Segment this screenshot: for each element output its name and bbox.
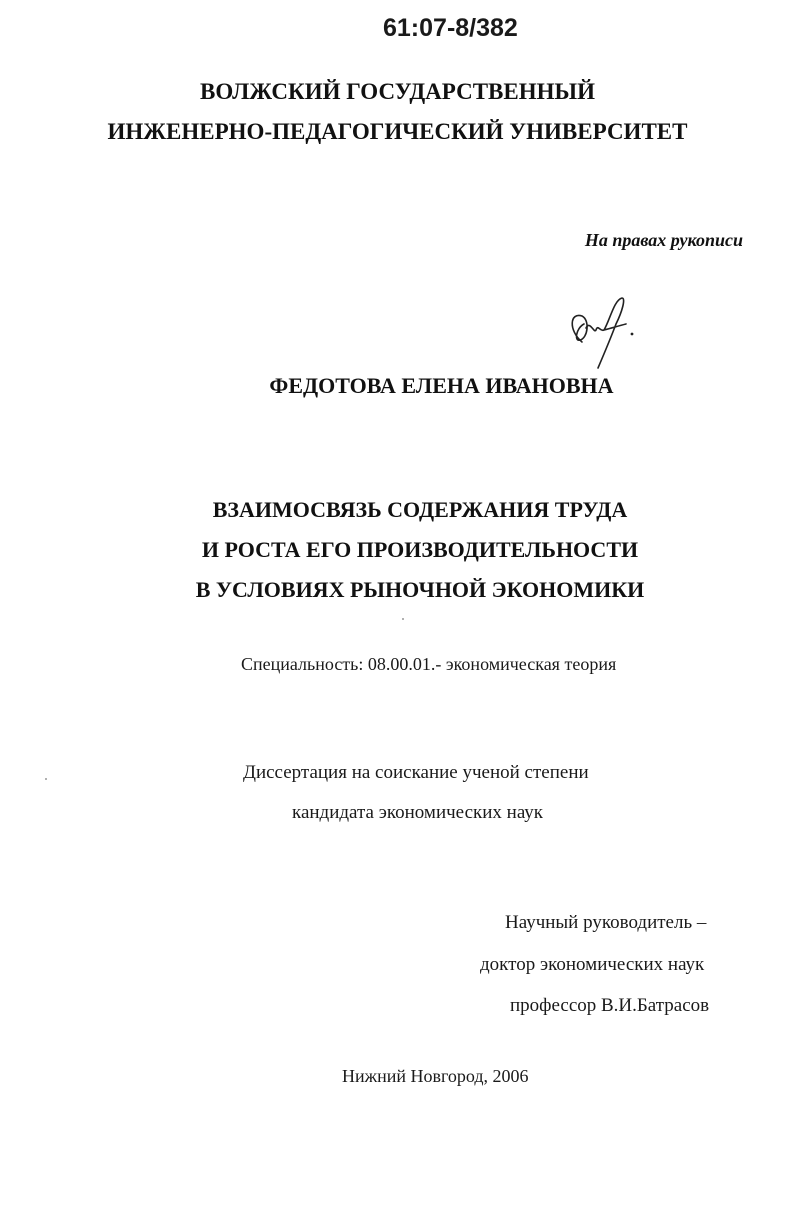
supervisor-line1: Научный руководитель –	[505, 912, 707, 933]
catalog-number: 61:07-8/382	[383, 14, 518, 42]
supervisor-line2: доктор экономических наук	[480, 954, 705, 975]
scan-speck	[45, 778, 47, 780]
scan-speck	[402, 618, 404, 620]
university-name-line1: ВОЛЖСКИЙ ГОСУДАРСТВЕННЫЙ	[200, 79, 595, 104]
supervisor-line3: профессор В.И.Батрасов	[510, 995, 710, 1016]
author-signature	[560, 290, 640, 372]
manuscript-rights-label: На правах рукописи	[584, 230, 743, 250]
specialty-line: Специальность: 08.00.01.- экономическая теория	[241, 654, 617, 674]
author-name: ФЕДОТОВА ЕЛЕНА ИВАНОВНА	[269, 373, 614, 398]
university-name-line2: ИНЖЕНЕРНО-ПЕДАГОГИЧЕСКИЙ УНИВЕРСИТЕТ	[107, 119, 688, 144]
thesis-title-line1: ВЗАИМОСВЯЗЬ СОДЕРЖАНИЯ ТРУДА	[212, 497, 628, 522]
thesis-title-line3: В УСЛОВИЯХ РЫНОЧНОЙ ЭКОНОМИКИ	[195, 577, 645, 602]
dissertation-line2: кандидата экономических наук	[292, 802, 544, 823]
dissertation-line1: Диссертация на соискание ученой степени	[243, 762, 589, 783]
place-and-year: Нижний Новгород, 2006	[342, 1066, 529, 1086]
thesis-title-line2: И РОСТА ЕГО ПРОИЗВОДИТЕЛЬНОСТИ	[201, 537, 639, 562]
